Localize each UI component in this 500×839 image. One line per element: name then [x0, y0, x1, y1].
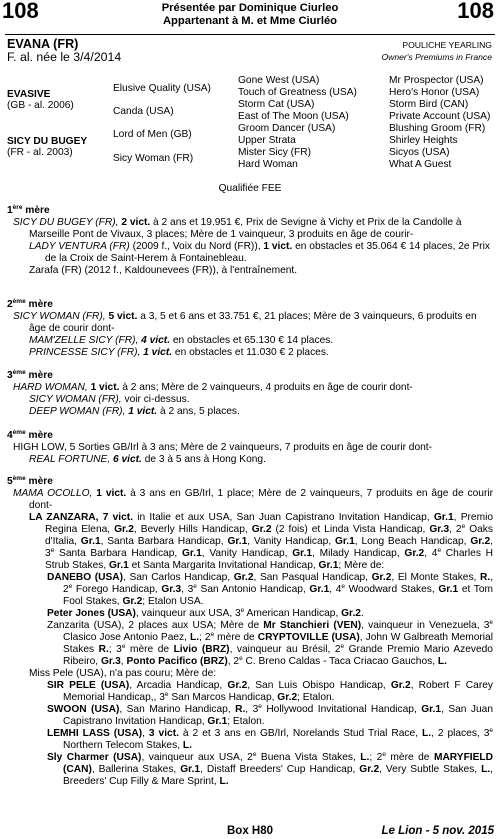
produce-record: SIR PELE (USA), Arcadia Handicap, Gr.2, San Luis Obispo Handicap, Gr.2, Robert F Carey Memorial Handicap,, 3e San Marcos Handicap, Gr.2; Etalon.: [47, 680, 493, 703]
third-dam-section: [7, 370, 493, 418]
dam-record: SICY DU BUGEY (FR), 2 vict. à 2 ans et 19.951 €, Prix de Sevigne à Vichy et Prix de la Candolle à Marseille Pont de Vivaux, 3 places; Mère de 1 vainqueur, 3 produits en âge de courir-: [13, 217, 462, 240]
ancestor-gen3: Storm Cat (USA): [238, 99, 315, 110]
ancestor-gen4: Hero's Honor (USA): [389, 87, 480, 98]
ancestor-gen3: Touch of Greatness (USA): [238, 87, 357, 98]
section-title-1: 1ère mère: [7, 204, 50, 216]
ancestor-gen3: Groom Dancer (USA): [238, 123, 336, 134]
lot-number-left: 108: [2, 0, 39, 23]
lot-number-right: 108: [457, 0, 494, 23]
ancestor-gen4: Shirley Heights: [389, 135, 458, 146]
dam-name: SICY DU BUGEY: [7, 136, 88, 147]
produce-record: SICY WOMAN (FR), voir ci-dessus.: [29, 394, 190, 405]
fifth-dam-section: [7, 476, 493, 788]
produce-record: LEMHI LASS (USA), 3 vict. à 2 et 3 ans en GB/Irl, Norelands Stud Trial Race, L., 2 places, 3e Northern Telecom Stakes, L.: [47, 727, 494, 751]
section-title-2: 2ème mère: [7, 298, 53, 310]
sire-detail: (GB - al. 2006): [7, 100, 74, 111]
produce-record: DANEBO (USA), San Carlos Handicap, Gr.2, San Pasqual Handicap, Gr.2, El Monte Stakes, R., 2e Forego Handicap, Gr.3, 3e San Antonio Handicap, Gr.1, 4e Woodward Stakes, Gr.1 et Tom Fool Stakes, Gr.2; Etalon USA.: [47, 572, 494, 607]
ancestor-gen3: Hard Woman: [238, 159, 298, 170]
qualification: Qualifiée FEE: [218, 183, 282, 194]
ancestor-gen3: Gone West (USA): [238, 75, 320, 86]
dam-record: HARD WOMAN, 1 vict. à 2 ans; Mère de 2 vainqueurs, 4 produits en âge de courir dont-: [13, 382, 413, 393]
grandparent: Canda (USA): [113, 106, 174, 117]
ancestor-gen4: Private Account (USA): [389, 111, 491, 122]
dam-detail: (FR - al. 2003): [7, 147, 73, 158]
produce-record: REAL FORTUNE, 6 vict. de 3 à 5 ans à Hong Kong.: [29, 454, 266, 465]
ancestor-gen3: East of The Moon (USA): [238, 111, 349, 122]
grandparent: Lord of Men (GB): [113, 129, 192, 140]
ancestor-gen4: Mr Prospector (USA): [389, 75, 484, 86]
second-dam-section: [7, 299, 493, 359]
produce-record: SWOON (USA), San Marino Handicap, R., 3e Hollywood Invitational Handicap, Gr.1, San Juan Capistrano Invitation Handicap, Gr.1; Etalon.: [47, 703, 493, 727]
owner: Appartenant à M. et Mme Ciurléo: [162, 15, 338, 27]
horse-name: EVANA (FR): [7, 37, 79, 51]
produce-record: MAM'ZELLE SICY (FR), 4 vict. en obstacles et 65.130 € 14 places.: [29, 335, 334, 346]
ancestor-gen4: Blushing Groom (FR): [389, 123, 486, 134]
ancestor-gen4: What A Guest: [389, 159, 452, 170]
box-number: Box H80: [226, 825, 274, 837]
first-dam-section: [7, 205, 493, 277]
section-title-4: 4ème mère: [7, 429, 53, 441]
dam-record: MAMA OCOLLO, 1 vict. à 3 ans en GB/Irl, 1 place; Mère de 2 vainqueurs, 7 produits en âge de courir dont-: [13, 488, 493, 511]
premium-note: Owner's Premiums in France: [381, 52, 492, 62]
dam-record: SICY WOMAN (FR), 5 vict. a 3, 5 et 6 ans et 33.751 €, 21 places; Mère de 3 vainqueurs, 6 produits en âge de courir dont-: [13, 311, 477, 334]
section-title-5: 5ème mère: [7, 475, 53, 487]
grandparent: Elusive Quality (USA): [113, 83, 211, 94]
ancestor-gen4: Storm Bird (CAN): [389, 99, 469, 110]
dam-record: HIGH LOW, 5 Sorties GB/Irl à 3 ans; Mère de 2 vainqueurs, 7 produits en âge de courir dont-: [13, 442, 433, 453]
sire-name: EVASIVE: [7, 89, 51, 100]
produce-record: Peter Jones (USA), vainqueur aux USA, 3e American Handicap, Gr.2.: [47, 607, 364, 619]
produce-record: LADY VENTURA (FR) (2009 f., Voix du Nord (FR)), 1 vict. en obstacles et 35.064 € 14 places, 2e Prix de la Croix de Saint-Herem à Fontainebleau.: [29, 241, 490, 264]
grandparent: Sicy Woman (FR): [113, 153, 194, 164]
foaling-date: F. al. née le 3/4/2014: [7, 50, 122, 64]
presenter: Présentée par Dominique Ciurleo: [161, 2, 339, 14]
section-title-3: 3ème mère: [7, 369, 53, 381]
sale-info: Le Lion - 5 nov. 2015: [381, 825, 494, 837]
produce-record: Miss Pele (USA), n'a pas couru; Mère de:: [29, 668, 217, 679]
ancestor-gen4: Sicyos (USA): [389, 147, 450, 158]
produce-record: DEEP WOMAN (FR), 1 vict. à 2 ans, 5 places.: [29, 406, 240, 417]
ancestor-gen3: Upper Strata: [238, 135, 296, 146]
produce-record: PRINCESSE SICY (FR), 1 vict. en obstacles et 11.030 € 2 places.: [29, 347, 329, 358]
fourth-dam-section: [7, 430, 493, 466]
produce-record: LA ZANZARA, 7 vict. in Italie et aux USA, San Juan Capistrano Invitation Handicap, Gr.1, Premio Regina Elena, Gr.2, Beverly Hills Handicap, Gr.2 (2 fois) et Linda Vista Handicap, Gr.3, 2e Oaks d'Italia, Gr.1, Santa Barbara Handicap, Gr.1, Vanity Handicap, Gr.1, Long Beach Handicap, Gr.2, 3e Santa Barbara Handicap, Gr.1, Vanity Handicap, Gr.1, Milady Handicap, Gr.2, 4e Charles H Strub Stakes, Gr.1 et Santa Margarita Invitational Handicap, Gr.1; Mère de:: [29, 512, 494, 571]
category: POULICHE YEARLING: [402, 40, 492, 50]
header-rule: [5, 34, 495, 35]
produce-record: Zarafa (FR) (2012 f., Kaldounevees (FR)), à l'entraînement.: [29, 265, 298, 276]
produce-record: Zanzarita (USA), 2 places aux USA; Mère de Mr Stanchieri (VEN), vainqueur in Venezuela, 3e Clasico Jose Antonio Paez, L.; 2e mère de CRYPTOVILLE (USA), John W Galbreath Memorial Stakes R.; 3e mère de Livio (BRZ), vainqueur au Brésil, 2e Grande Premio Mario Azevedo Ribeiro, Gr.3, Ponto Pacifico (BRZ), 2e C. Breno Caldas - Taca Criacao Gauchos, L.: [47, 619, 494, 667]
ancestor-gen3: Mister Sicy (FR): [238, 147, 312, 158]
produce-record: Sly Charmer (USA), vainqueur aux USA, 2e Buena Vista Stakes, L.; 2e mère de MARYFIELD (CAN), Ballerina Stakes, Gr.1, Distaff Breeders' Cup Handicap, Gr.2, Very Subtle Stakes, L., Breeders' Cup Filly & Mare Sprint, L.: [47, 751, 494, 787]
